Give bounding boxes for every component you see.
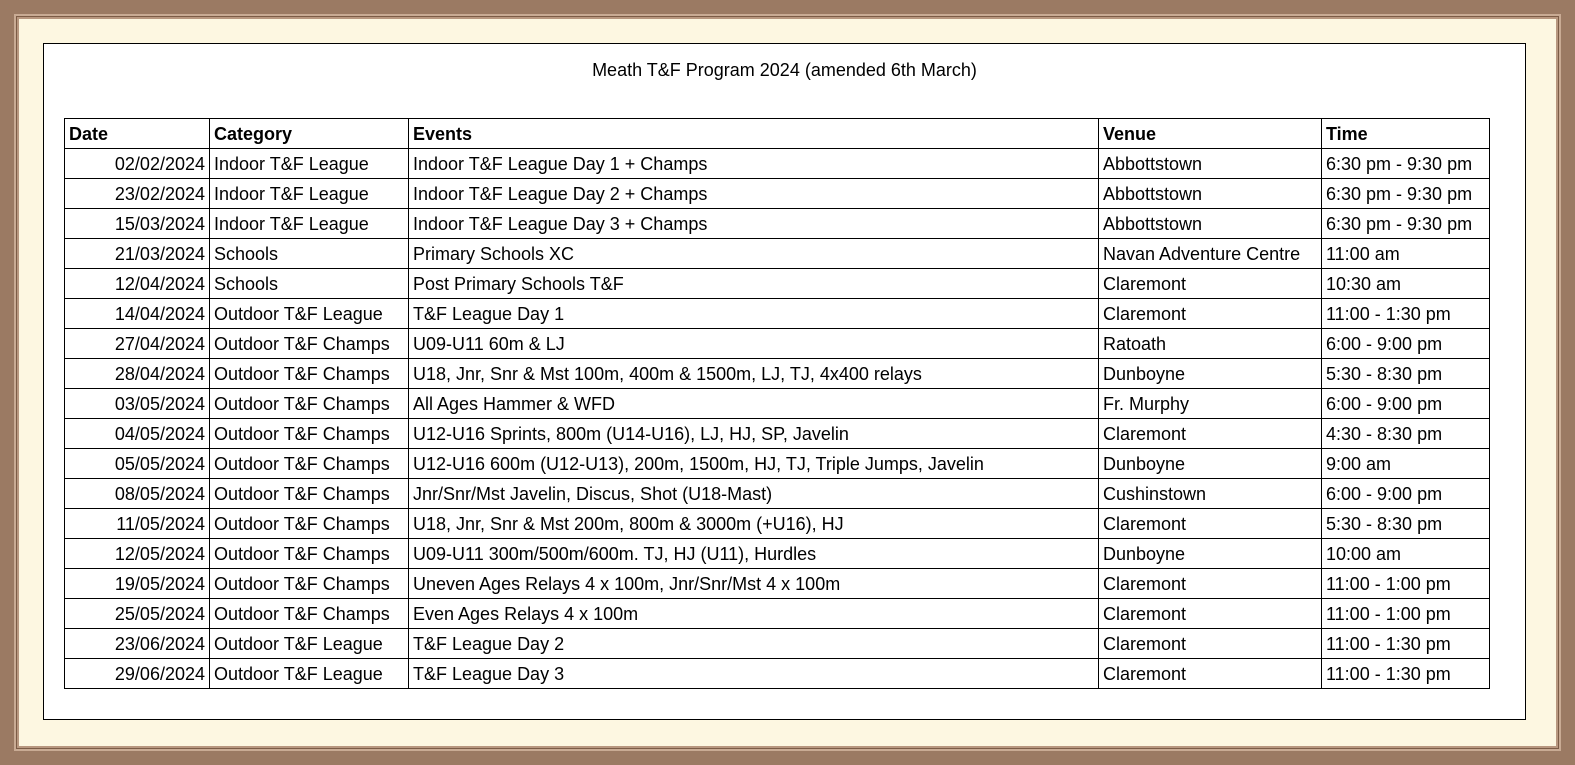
time-cell: 6:00 - 9:00 pm xyxy=(1322,329,1490,359)
time-cell: 9:00 am xyxy=(1322,449,1490,479)
time-cell: 4:30 - 8:30 pm xyxy=(1322,419,1490,449)
events-cell: Even Ages Relays 4 x 100m xyxy=(409,599,1099,629)
date-cell: 04/05/2024 xyxy=(65,419,210,449)
category-cell: Outdoor T&F Champs xyxy=(210,449,409,479)
events-cell: U12-U16 600m (U12-U13), 200m, 1500m, HJ, TJ, Triple Jumps, Javelin xyxy=(409,449,1099,479)
venue-cell: Abbottstown xyxy=(1099,209,1322,239)
table-row xyxy=(65,449,1490,479)
date-cell: 21/03/2024 xyxy=(65,239,210,269)
events-cell: Indoor T&F League Day 1 + Champs xyxy=(409,149,1099,179)
time-cell: 10:00 am xyxy=(1322,539,1490,569)
venue-cell: Abbottstown xyxy=(1099,149,1322,179)
venue-cell: Claremont xyxy=(1099,569,1322,599)
table-row xyxy=(65,329,1490,359)
time-cell: 10:30 am xyxy=(1322,269,1490,299)
date-cell: 08/05/2024 xyxy=(65,479,210,509)
table-row xyxy=(65,419,1490,449)
category-cell: Indoor T&F League xyxy=(210,179,409,209)
table-row xyxy=(65,509,1490,539)
time-cell: 6:00 - 9:00 pm xyxy=(1322,479,1490,509)
time-cell: 11:00 - 1:30 pm xyxy=(1322,659,1490,689)
table-header-row xyxy=(65,119,1490,149)
schedule-table xyxy=(64,118,1490,689)
events-cell: T&F League Day 1 xyxy=(409,299,1099,329)
document-page xyxy=(43,43,1526,720)
venue-cell: Claremont xyxy=(1099,509,1322,539)
table-row xyxy=(65,659,1490,689)
date-cell: 11/05/2024 xyxy=(65,509,210,539)
table-row xyxy=(65,389,1490,419)
events-cell: Indoor T&F League Day 3 + Champs xyxy=(409,209,1099,239)
date-cell: 23/02/2024 xyxy=(65,179,210,209)
venue-cell: Claremont xyxy=(1099,629,1322,659)
table-body xyxy=(65,149,1490,689)
time-cell: 11:00 - 1:00 pm xyxy=(1322,599,1490,629)
venue-cell: Claremont xyxy=(1099,299,1322,329)
date-cell: 12/04/2024 xyxy=(65,269,210,299)
events-cell: Post Primary Schools T&F xyxy=(409,269,1099,299)
venue-cell: Claremont xyxy=(1099,599,1322,629)
time-cell: 6:30 pm - 9:30 pm xyxy=(1322,209,1490,239)
time-cell: 6:00 - 9:00 pm xyxy=(1322,389,1490,419)
category-cell: Indoor T&F League xyxy=(210,149,409,179)
venue-cell: Navan Adventure Centre xyxy=(1099,239,1322,269)
category-cell: Outdoor T&F League xyxy=(210,629,409,659)
date-cell: 12/05/2024 xyxy=(65,539,210,569)
date-cell: 15/03/2024 xyxy=(65,209,210,239)
category-cell: Indoor T&F League xyxy=(210,209,409,239)
venue-cell: Claremont xyxy=(1099,419,1322,449)
venue-cell: Dunboyne xyxy=(1099,539,1322,569)
events-cell: U18, Jnr, Snr & Mst 100m, 400m & 1500m, LJ, TJ, 4x400 relays xyxy=(409,359,1099,389)
venue-cell: Abbottstown xyxy=(1099,179,1322,209)
events-cell: T&F League Day 2 xyxy=(409,629,1099,659)
time-cell: 5:30 - 8:30 pm xyxy=(1322,509,1490,539)
venue-cell: Fr. Murphy xyxy=(1099,389,1322,419)
table-row xyxy=(65,149,1490,179)
venue-cell: Cushinstown xyxy=(1099,479,1322,509)
time-cell: 6:30 pm - 9:30 pm xyxy=(1322,149,1490,179)
table-row xyxy=(65,539,1490,569)
category-cell: Schools xyxy=(210,239,409,269)
table-row xyxy=(65,599,1490,629)
events-cell: U12-U16 Sprints, 800m (U14-U16), LJ, HJ, SP, Javelin xyxy=(409,419,1099,449)
date-cell: 28/04/2024 xyxy=(65,359,210,389)
events-cell: T&F League Day 3 xyxy=(409,659,1099,689)
venue-cell: Dunboyne xyxy=(1099,359,1322,389)
venue-cell: Claremont xyxy=(1099,659,1322,689)
events-cell: U09-U11 300m/500m/600m. TJ, HJ (U11), Hurdles xyxy=(409,539,1099,569)
category-cell: Outdoor T&F League xyxy=(210,299,409,329)
category-cell: Outdoor T&F Champs xyxy=(210,539,409,569)
venue-cell: Dunboyne xyxy=(1099,449,1322,479)
category-cell: Outdoor T&F Champs xyxy=(210,569,409,599)
events-cell: U09-U11 60m & LJ xyxy=(409,329,1099,359)
category-cell: Outdoor T&F Champs xyxy=(210,419,409,449)
category-cell: Outdoor T&F Champs xyxy=(210,479,409,509)
category-cell: Schools xyxy=(210,269,409,299)
header-time: Time xyxy=(1322,119,1490,149)
venue-cell: Claremont xyxy=(1099,269,1322,299)
time-cell: 11:00 - 1:30 pm xyxy=(1322,629,1490,659)
date-cell: 29/06/2024 xyxy=(65,659,210,689)
table-row xyxy=(65,629,1490,659)
header-events: Events xyxy=(409,119,1099,149)
table-row xyxy=(65,359,1490,389)
events-cell: Uneven Ages Relays 4 x 100m, Jnr/Snr/Mst 4 x 100m xyxy=(409,569,1099,599)
events-cell: Primary Schools XC xyxy=(409,239,1099,269)
date-cell: 02/02/2024 xyxy=(65,149,210,179)
table-row xyxy=(65,569,1490,599)
time-cell: 11:00 am xyxy=(1322,239,1490,269)
date-cell: 03/05/2024 xyxy=(65,389,210,419)
category-cell: Outdoor T&F Champs xyxy=(210,509,409,539)
events-cell: Jnr/Snr/Mst Javelin, Discus, Shot (U18-Mast) xyxy=(409,479,1099,509)
page-title: Meath T&F Program 2024 (amended 6th March) xyxy=(592,60,977,80)
category-cell: Outdoor T&F Champs xyxy=(210,389,409,419)
category-cell: Outdoor T&F League xyxy=(210,659,409,689)
header-venue: Venue xyxy=(1099,119,1322,149)
category-cell: Outdoor T&F Champs xyxy=(210,329,409,359)
category-cell: Outdoor T&F Champs xyxy=(210,359,409,389)
time-cell: 5:30 - 8:30 pm xyxy=(1322,359,1490,389)
time-cell: 11:00 - 1:30 pm xyxy=(1322,299,1490,329)
table-row xyxy=(65,179,1490,209)
date-cell: 23/06/2024 xyxy=(65,629,210,659)
date-cell: 25/05/2024 xyxy=(65,599,210,629)
date-cell: 19/05/2024 xyxy=(65,569,210,599)
table-row xyxy=(65,479,1490,509)
events-cell: U18, Jnr, Snr & Mst 200m, 800m & 3000m (+U16), HJ xyxy=(409,509,1099,539)
header-date: Date xyxy=(65,119,210,149)
table-row xyxy=(65,299,1490,329)
date-cell: 05/05/2024 xyxy=(65,449,210,479)
date-cell: 27/04/2024 xyxy=(65,329,210,359)
date-cell: 14/04/2024 xyxy=(65,299,210,329)
time-cell: 11:00 - 1:00 pm xyxy=(1322,569,1490,599)
table-row xyxy=(65,239,1490,269)
category-cell: Outdoor T&F Champs xyxy=(210,599,409,629)
table-row xyxy=(65,269,1490,299)
time-cell: 6:30 pm - 9:30 pm xyxy=(1322,179,1490,209)
venue-cell: Ratoath xyxy=(1099,329,1322,359)
table-row xyxy=(65,209,1490,239)
events-cell: Indoor T&F League Day 2 + Champs xyxy=(409,179,1099,209)
events-cell: All Ages Hammer & WFD xyxy=(409,389,1099,419)
header-category: Category xyxy=(210,119,409,149)
